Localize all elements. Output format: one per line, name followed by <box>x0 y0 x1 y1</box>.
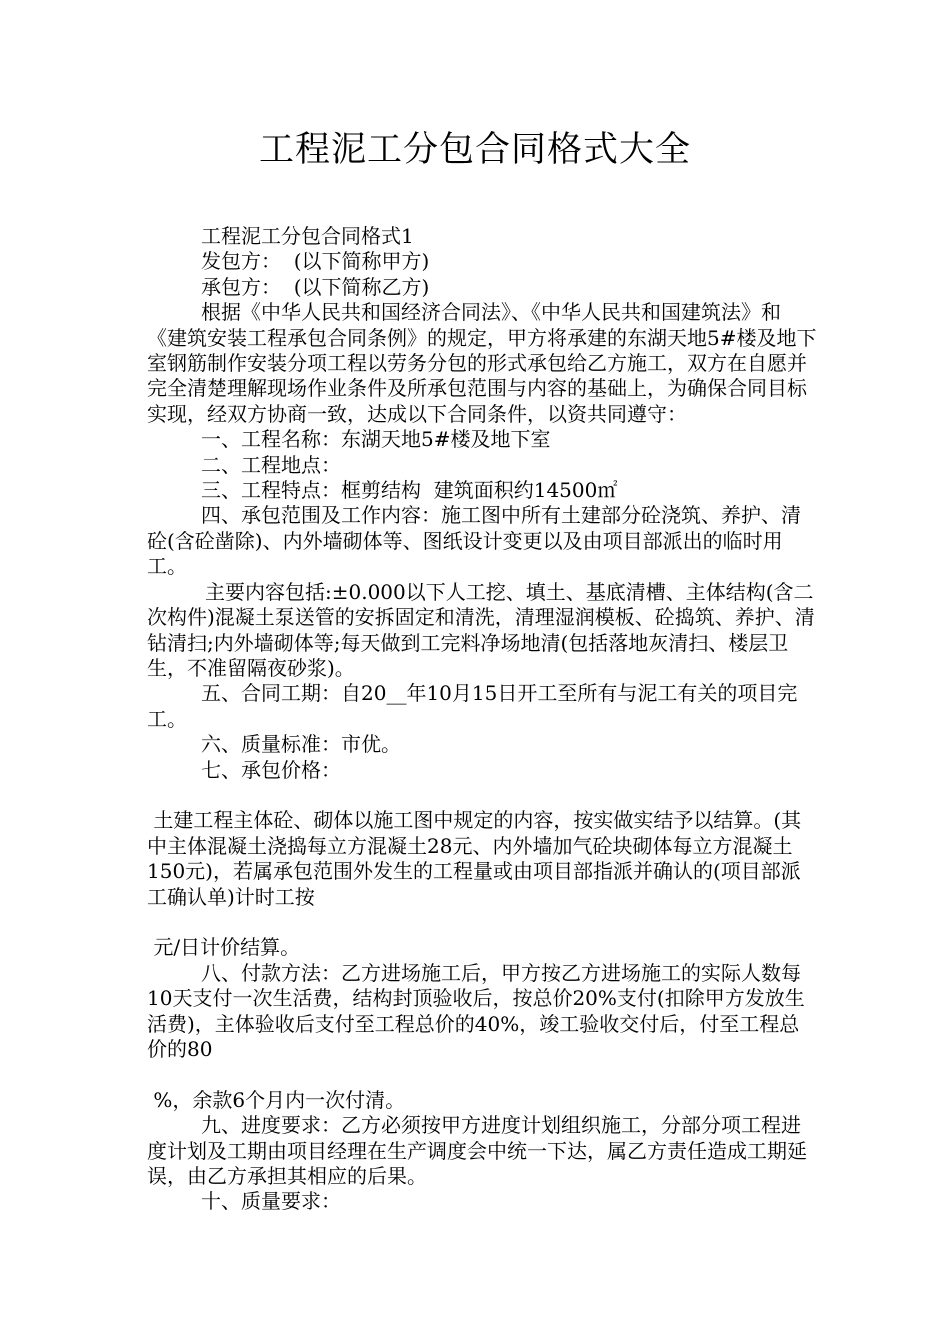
clause-7-daily-rate: 元/日计价结算。 <box>147 935 301 960</box>
clause-2-project-location: 二、工程地点： <box>201 452 341 477</box>
preamble-paragraph: 根据《中华人民共和国经济合同法》、《中华人民共和国建筑法》和《建筑安装工程承包合同条例》的规定，甲方将承建的东湖天地5#楼及地下室钢筋制作安装分项工程以劳务分包的形式承包给乙方施工，双方在自愿并完全清楚理解现场作业条件及所承包范围与内容的基础上，为确保合同目标实现，经双方协商一致，达成以下合同条件，以资共同遵守： <box>147 300 817 426</box>
clause-8-payment-remainder: %，余款6个月内一次付清。 <box>147 1087 406 1112</box>
clause-8-payment-method: 八、付款方法：乙方进场施工后，甲方按乙方进场施工的实际人数每10天支付一次生活费，结构封顶验收后，按总价20%支付(扣除甲方发放生活费)，主体验收后支付至工程总价的40%，竣工验收交付后，付至工程总价的80 <box>147 960 805 1061</box>
clause-5-duration: 五、合同工期：自20__年10月15日开工至所有与泥工有关的项目完工。 <box>147 681 798 731</box>
clause-7-price-details: 土建工程主体砼、砌体以施工图中规定的内容，按实做实结予以结算。(其中主体混凝土浇捣每立方混凝土28元、内外墙加气砼块砌体每立方混凝土150元)，若属承包范围外发生的工程量或由项目部指派并确认的(项目部派工确认单)计时工按 <box>147 808 802 909</box>
blank-line <box>147 783 819 808</box>
party-b-line: 承包方： (以下简称乙方) <box>201 274 430 299</box>
clause-10-quality-requirements: 十、质量要求： <box>201 1189 341 1214</box>
clause-4-scope: 四、承包范围及工作内容：施工图中所有土建部分砼浇筑、养护、清砼(含砼凿除)、内外墙砌体等、图纸设计变更以及由项目部派出的临时用工。 <box>147 503 801 579</box>
clause-7-contract-price: 七、承包价格： <box>201 757 341 782</box>
blank-line <box>147 1062 819 1087</box>
clause-9-schedule: 九、进度要求：乙方必须按甲方进度计划组织施工，分部分项工程进度计划及工期由项目经理在生产调度会中统一下达，属乙方责任造成工期延误，由乙方承担其相应的后果。 <box>147 1113 807 1188</box>
document-title: 工程泥工分包合同格式大全 <box>258 130 691 170</box>
clause-6-quality-standard: 六、质量标准：市优。 <box>201 732 401 757</box>
clause-3-project-features: 三、工程特点：框剪结构 建筑面积约14500㎡ <box>201 478 618 503</box>
document-body <box>147 224 819 1215</box>
clause-1-project-name: 一、工程名称：东湖天地5#楼及地下室 <box>201 427 551 452</box>
blank-line <box>147 910 819 935</box>
clause-4-main-content: 主要内容包括:±0.000以下人工挖、填土、基底清槽、主体结构(含二次构件)混凝土泵送管的安拆固定和清洗，清理湿润模板、砼捣筑、养护、清钻清扫;内外墙砌体等;每天做到工完料净场地清(包括落地灰清扫、楼层卫生，不准留隔夜砂浆)。 <box>147 579 815 680</box>
contract-subtitle: 工程泥工分包合同格式1 <box>201 224 414 248</box>
party-a-line: 发包方： (以下简称甲方) <box>201 249 430 274</box>
